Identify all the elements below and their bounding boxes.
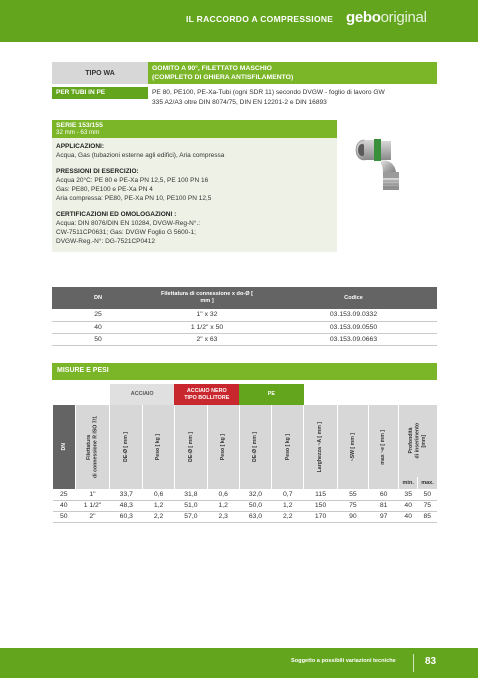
cell: 32,0 — [239, 489, 272, 500]
per-tubi-value — [148, 87, 437, 109]
col-max: max. — [417, 477, 437, 489]
footer-bar — [0, 648, 478, 678]
cell: 1 1/2" — [75, 500, 110, 511]
cell-codice: 03.153.09.0663 — [270, 333, 437, 345]
cell: 40 — [399, 500, 417, 511]
footer-divider — [413, 654, 414, 672]
cell: 97 — [368, 511, 399, 522]
certificazioni-title: CERTIFICAZIONI ED OMOLOGAZIONI : — [56, 211, 177, 218]
per-tubi-line2: 335 A2/A3 oltre DIN 8074/75, DIN EN 12201-2 e DIN 16893 — [152, 99, 327, 106]
cell: 60 — [368, 489, 399, 500]
cell: 60,3 — [110, 511, 143, 522]
cell: 81 — [368, 500, 399, 511]
cell: 0,6 — [207, 489, 239, 500]
misure-table — [52, 384, 437, 523]
col-peso-acciaio: Peso [ kg ] — [143, 405, 175, 489]
table-row — [52, 309, 437, 321]
cell-codice: 03.153.09.0332 — [270, 309, 437, 321]
applicazioni-title: APPLICAZIONI: — [56, 143, 105, 150]
codice-header-filettatura: Filettatura di connessione x do-Ø [ mm ] — [144, 287, 270, 309]
tipo-value-line2: (COMPLETO DI GHIERA ANTISFILAMENTO) — [152, 74, 294, 81]
elbow-fitting-image — [350, 134, 412, 196]
group-acciaio: ACCIAIO — [110, 384, 175, 405]
cell: 2,2 — [143, 511, 175, 522]
serie-body — [52, 138, 337, 252]
cell: 57,0 — [174, 511, 207, 522]
cell: 75 — [417, 500, 437, 511]
page-number: 83 — [425, 656, 437, 667]
col-peso-pe: Peso [ kg ] — [272, 405, 304, 489]
cell: 170 — [304, 511, 338, 522]
logo-bold: gebo — [346, 9, 381, 26]
cell-dn: 40 — [52, 321, 144, 333]
misure-title: MISURE E PESI — [52, 363, 437, 380]
cell: 1,2 — [272, 500, 304, 511]
cell: 2,3 — [207, 511, 239, 522]
cell: 33,7 — [110, 489, 143, 500]
cell: 115 — [304, 489, 338, 500]
tipo-block — [52, 62, 437, 109]
col-peso-nero: Peso [ kg ] — [207, 405, 239, 489]
codice-header-dn: DN — [52, 287, 144, 309]
group-blank — [53, 384, 110, 405]
group-nero-line2: TIPO BOLLITORE — [184, 394, 230, 401]
cell-filettatura: 1" x 32 — [144, 309, 270, 321]
cell: 85 — [417, 511, 437, 522]
cell: 40 — [399, 511, 417, 522]
pressioni-line: Gas: PE80, PE100 e PE-Xa PN 4 — [56, 186, 153, 193]
group-pe: PE — [239, 384, 304, 405]
col-sw: ~SW [ mm ] — [337, 405, 368, 489]
col-filettatura: Filettatura di connessione R ISO 7/1 — [75, 405, 110, 489]
table-row — [52, 333, 437, 345]
group-acciaio-nero — [174, 384, 239, 405]
cell: 1,2 — [143, 500, 175, 511]
table-row — [53, 500, 438, 511]
footer-note: Soggetto a possibili variazioni tecniche — [291, 658, 396, 664]
applicazioni-text: Acqua, Gas (tubazioni esterne agli edifici), Aria compressa — [56, 152, 225, 159]
cell: 75 — [337, 500, 368, 511]
cell: 0,7 — [272, 489, 304, 500]
cell: 40 — [53, 500, 76, 511]
cell: 1,2 — [207, 500, 239, 511]
per-tubi-label: PER TUBI IN PE — [52, 87, 148, 99]
cell: 51,0 — [174, 500, 207, 511]
page-title: IL RACCORDO A COMPRESSIONE — [186, 14, 334, 24]
group-nero-line1: ACCIAIO NERO — [186, 387, 227, 394]
brand-logo — [346, 9, 427, 26]
per-tubi-line1: PE 80, PE100, PE-Xa-Tubi (ogni SDR 11) secondo DVGW - foglio di lavoro GW — [152, 89, 385, 96]
certificazioni-line: Acqua: DIN 8076/DIN EN 10284, DVGW-Reg-N°.: — [56, 220, 201, 227]
certificazioni-line: CW-7511CP0631; Gas: DVGW Foglio G 5600-1; — [56, 229, 196, 236]
cell: 90 — [337, 511, 368, 522]
codice-header-codice: Codice — [270, 287, 437, 309]
pressioni-title: PRESSIONI DI ESERCIZIO: — [56, 168, 139, 175]
cell: 50 — [53, 511, 76, 522]
col-larghezza: Larghezza ~A [ mm ] — [304, 405, 338, 489]
header-bar — [0, 0, 478, 42]
cell-dn: 25 — [52, 309, 144, 321]
codice-table — [52, 287, 437, 346]
serie-title: SERIE 153/155 — [52, 120, 337, 129]
tipo-value-line1: GOMITO A 90°, FILETTATO MASCHIO — [152, 65, 272, 72]
table-row — [53, 489, 438, 500]
tipo-value — [148, 62, 437, 84]
serie-range: 32 mm - 63 mm — [52, 129, 337, 138]
cell-codice: 03.153.09.0550 — [270, 321, 437, 333]
logo-light: original — [380, 9, 427, 26]
certificazioni-line: DVGW-Reg.-N°: DG-7521CP0412 — [56, 238, 155, 245]
cell: 50 — [417, 489, 437, 500]
cell: 2" — [75, 511, 110, 522]
cell-dn: 50 — [52, 333, 144, 345]
cell: 0,6 — [143, 489, 175, 500]
pressioni-line: Acqua 20°C: PE 80 e PE-Xa PN 12,5, PE 100 PN 16 — [56, 177, 209, 184]
group-blank — [304, 384, 437, 405]
cell: 50,0 — [239, 500, 272, 511]
col-max-e: max ~e [ mm ] — [368, 405, 399, 489]
table-row — [53, 511, 438, 522]
col-de-acciaio: DE-Ø [ mm ] — [110, 405, 143, 489]
pressioni-line: Aria compressa: PE80, PE-Xa PN 10, PE100 PN 12,5 — [56, 195, 212, 202]
cell: 63,0 — [239, 511, 272, 522]
cell: 55 — [337, 489, 368, 500]
cell: 48,3 — [110, 500, 143, 511]
col-min: min. — [399, 477, 417, 489]
cell: 1" — [75, 489, 110, 500]
cell: 2,2 — [272, 511, 304, 522]
cell: 150 — [304, 500, 338, 511]
col-de-nero: DE-Ø [ mm ] — [174, 405, 207, 489]
cell: 25 — [53, 489, 76, 500]
serie-block — [52, 120, 337, 252]
table-row — [52, 321, 437, 333]
cell: 35 — [399, 489, 417, 500]
cell: 31,8 — [174, 489, 207, 500]
col-de-pe: DE-Ø [ mm ] — [239, 405, 272, 489]
col-profondita: Profondità di inserimento [mm] — [399, 405, 437, 477]
cell-filettatura: 2" x 63 — [144, 333, 270, 345]
cell-filettatura: 1 1/2" x 50 — [144, 321, 270, 333]
tipo-label: TIPO WA — [52, 62, 148, 84]
col-dn: DN — [53, 405, 76, 489]
